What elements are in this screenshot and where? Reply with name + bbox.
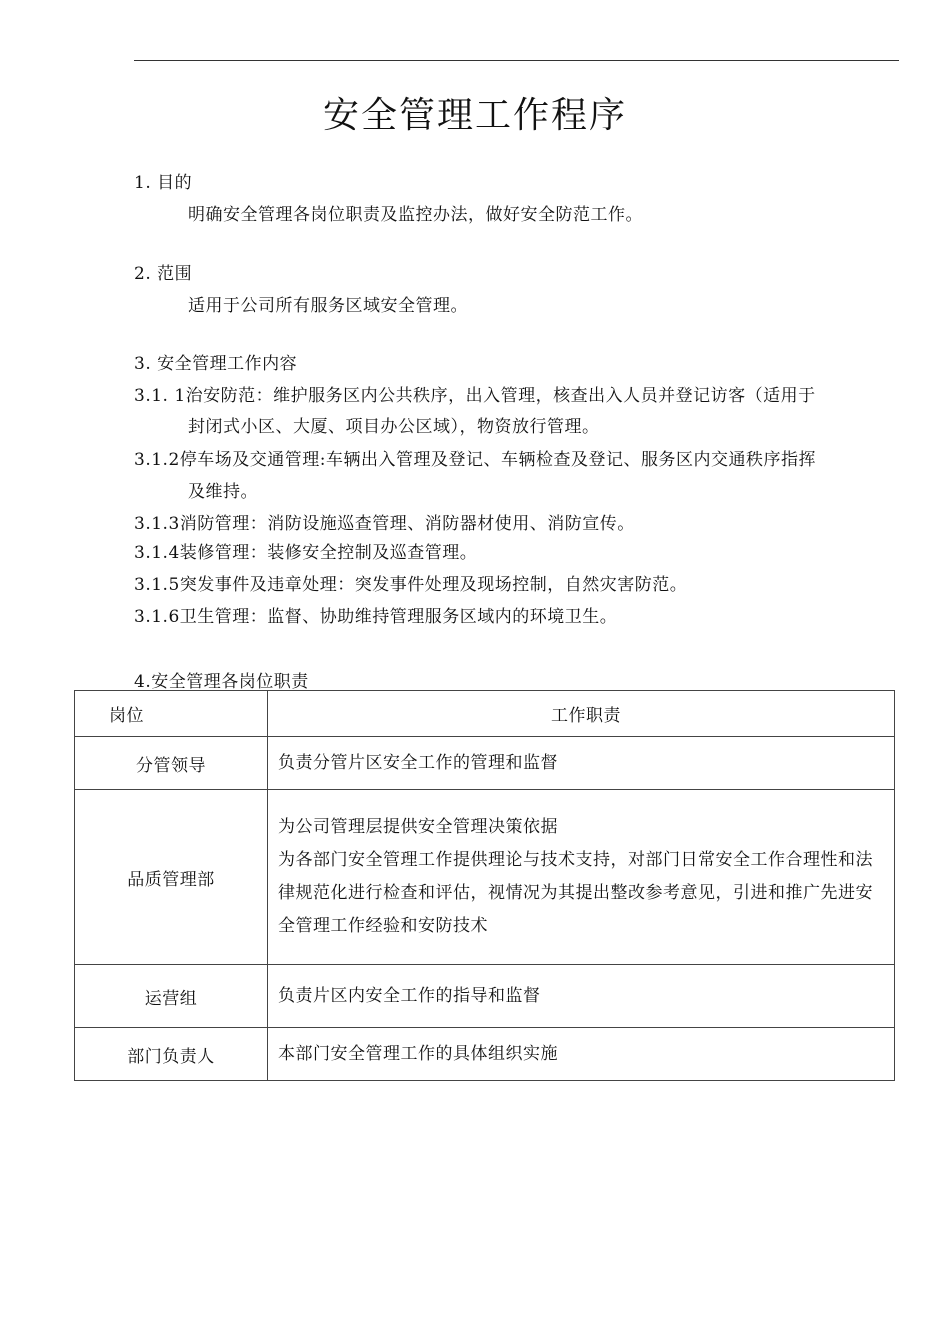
position-cell: 分管领导 xyxy=(75,737,268,790)
section-2-heading: 2. 范围 xyxy=(134,264,193,284)
header-position: 岗位 xyxy=(75,691,268,737)
duty-cell xyxy=(268,737,895,790)
item-3-1-1-line1: 3.1. 1治安防范：维护服务区内公共秩序，出入管理，核查出入人员并登记访客（适用于 xyxy=(134,386,816,406)
item-3-1-3: 3.1.3消防管理：消防设施巡查管理、消防器材使用、消防宣传。 xyxy=(134,514,635,534)
duties-table xyxy=(74,690,895,1081)
duty-line: 律规范化进行检查和评估，视情况为其提出整改参考意见，引进和推广先进安 xyxy=(278,883,873,903)
item-3-1-1-line2: 封闭式小区、大厦、项目办公区域），物资放行管理。 xyxy=(188,417,600,437)
top-rule xyxy=(134,60,899,61)
position-cell: 品质管理部 xyxy=(75,790,268,965)
item-3-1-2-line1: 3.1.2停车场及交通管理:车辆出入管理及登记、车辆检查及登记、服务区内交通秩序指挥 xyxy=(134,450,816,470)
duty-line: 负责片区内安全工作的指导和监督 xyxy=(278,985,541,1006)
position-cell: 运营组 xyxy=(75,965,268,1028)
document-title: 安全管理工作程序 xyxy=(322,95,627,136)
table-row xyxy=(75,737,895,790)
table-row xyxy=(75,1028,895,1081)
duty-cell xyxy=(268,790,895,965)
section-3-heading: 3. 安全管理工作内容 xyxy=(134,354,298,374)
duty-line: 为公司管理层提供安全管理决策依据 xyxy=(278,817,558,837)
duty-cell xyxy=(268,965,895,1028)
header-duty: 工作职责 xyxy=(268,691,895,737)
item-3-1-6: 3.1.6卫生管理：监督、协助维持管理服务区域内的环境卫生。 xyxy=(134,607,618,627)
duty-line: 全管理工作经验和安防技术 xyxy=(278,916,488,936)
section-1-body: 明确安全管理各岗位职责及监控办法，做好安全防范工作。 xyxy=(188,205,643,225)
item-3-1-5: 3.1.5突发事件及违章处理：突发事件处理及现场控制，自然灾害防范。 xyxy=(134,575,688,595)
section-1-heading: 1. 目的 xyxy=(134,173,193,193)
section-4-heading: 4.安全管理各岗位职责 xyxy=(134,672,309,692)
item-3-1-4: 3.1.4装修管理：装修安全控制及巡查管理。 xyxy=(134,543,478,563)
section-2-body: 适用于公司所有服务区域安全管理。 xyxy=(188,296,468,316)
item-3-1-2-line2: 及维持。 xyxy=(188,482,258,502)
duty-line: 负责分管片区安全工作的管理和监督 xyxy=(278,752,558,773)
table-row xyxy=(75,965,895,1028)
table-header-row xyxy=(75,691,895,737)
position-cell: 部门负责人 xyxy=(75,1028,268,1081)
duty-cell xyxy=(268,1028,895,1081)
duty-line: 为各部门安全管理工作提供理论与技术支持，对部门日常安全工作合理性和法 xyxy=(278,850,873,870)
table-row xyxy=(75,790,895,965)
duty-line: 本部门安全管理工作的具体组织实施 xyxy=(278,1043,558,1064)
